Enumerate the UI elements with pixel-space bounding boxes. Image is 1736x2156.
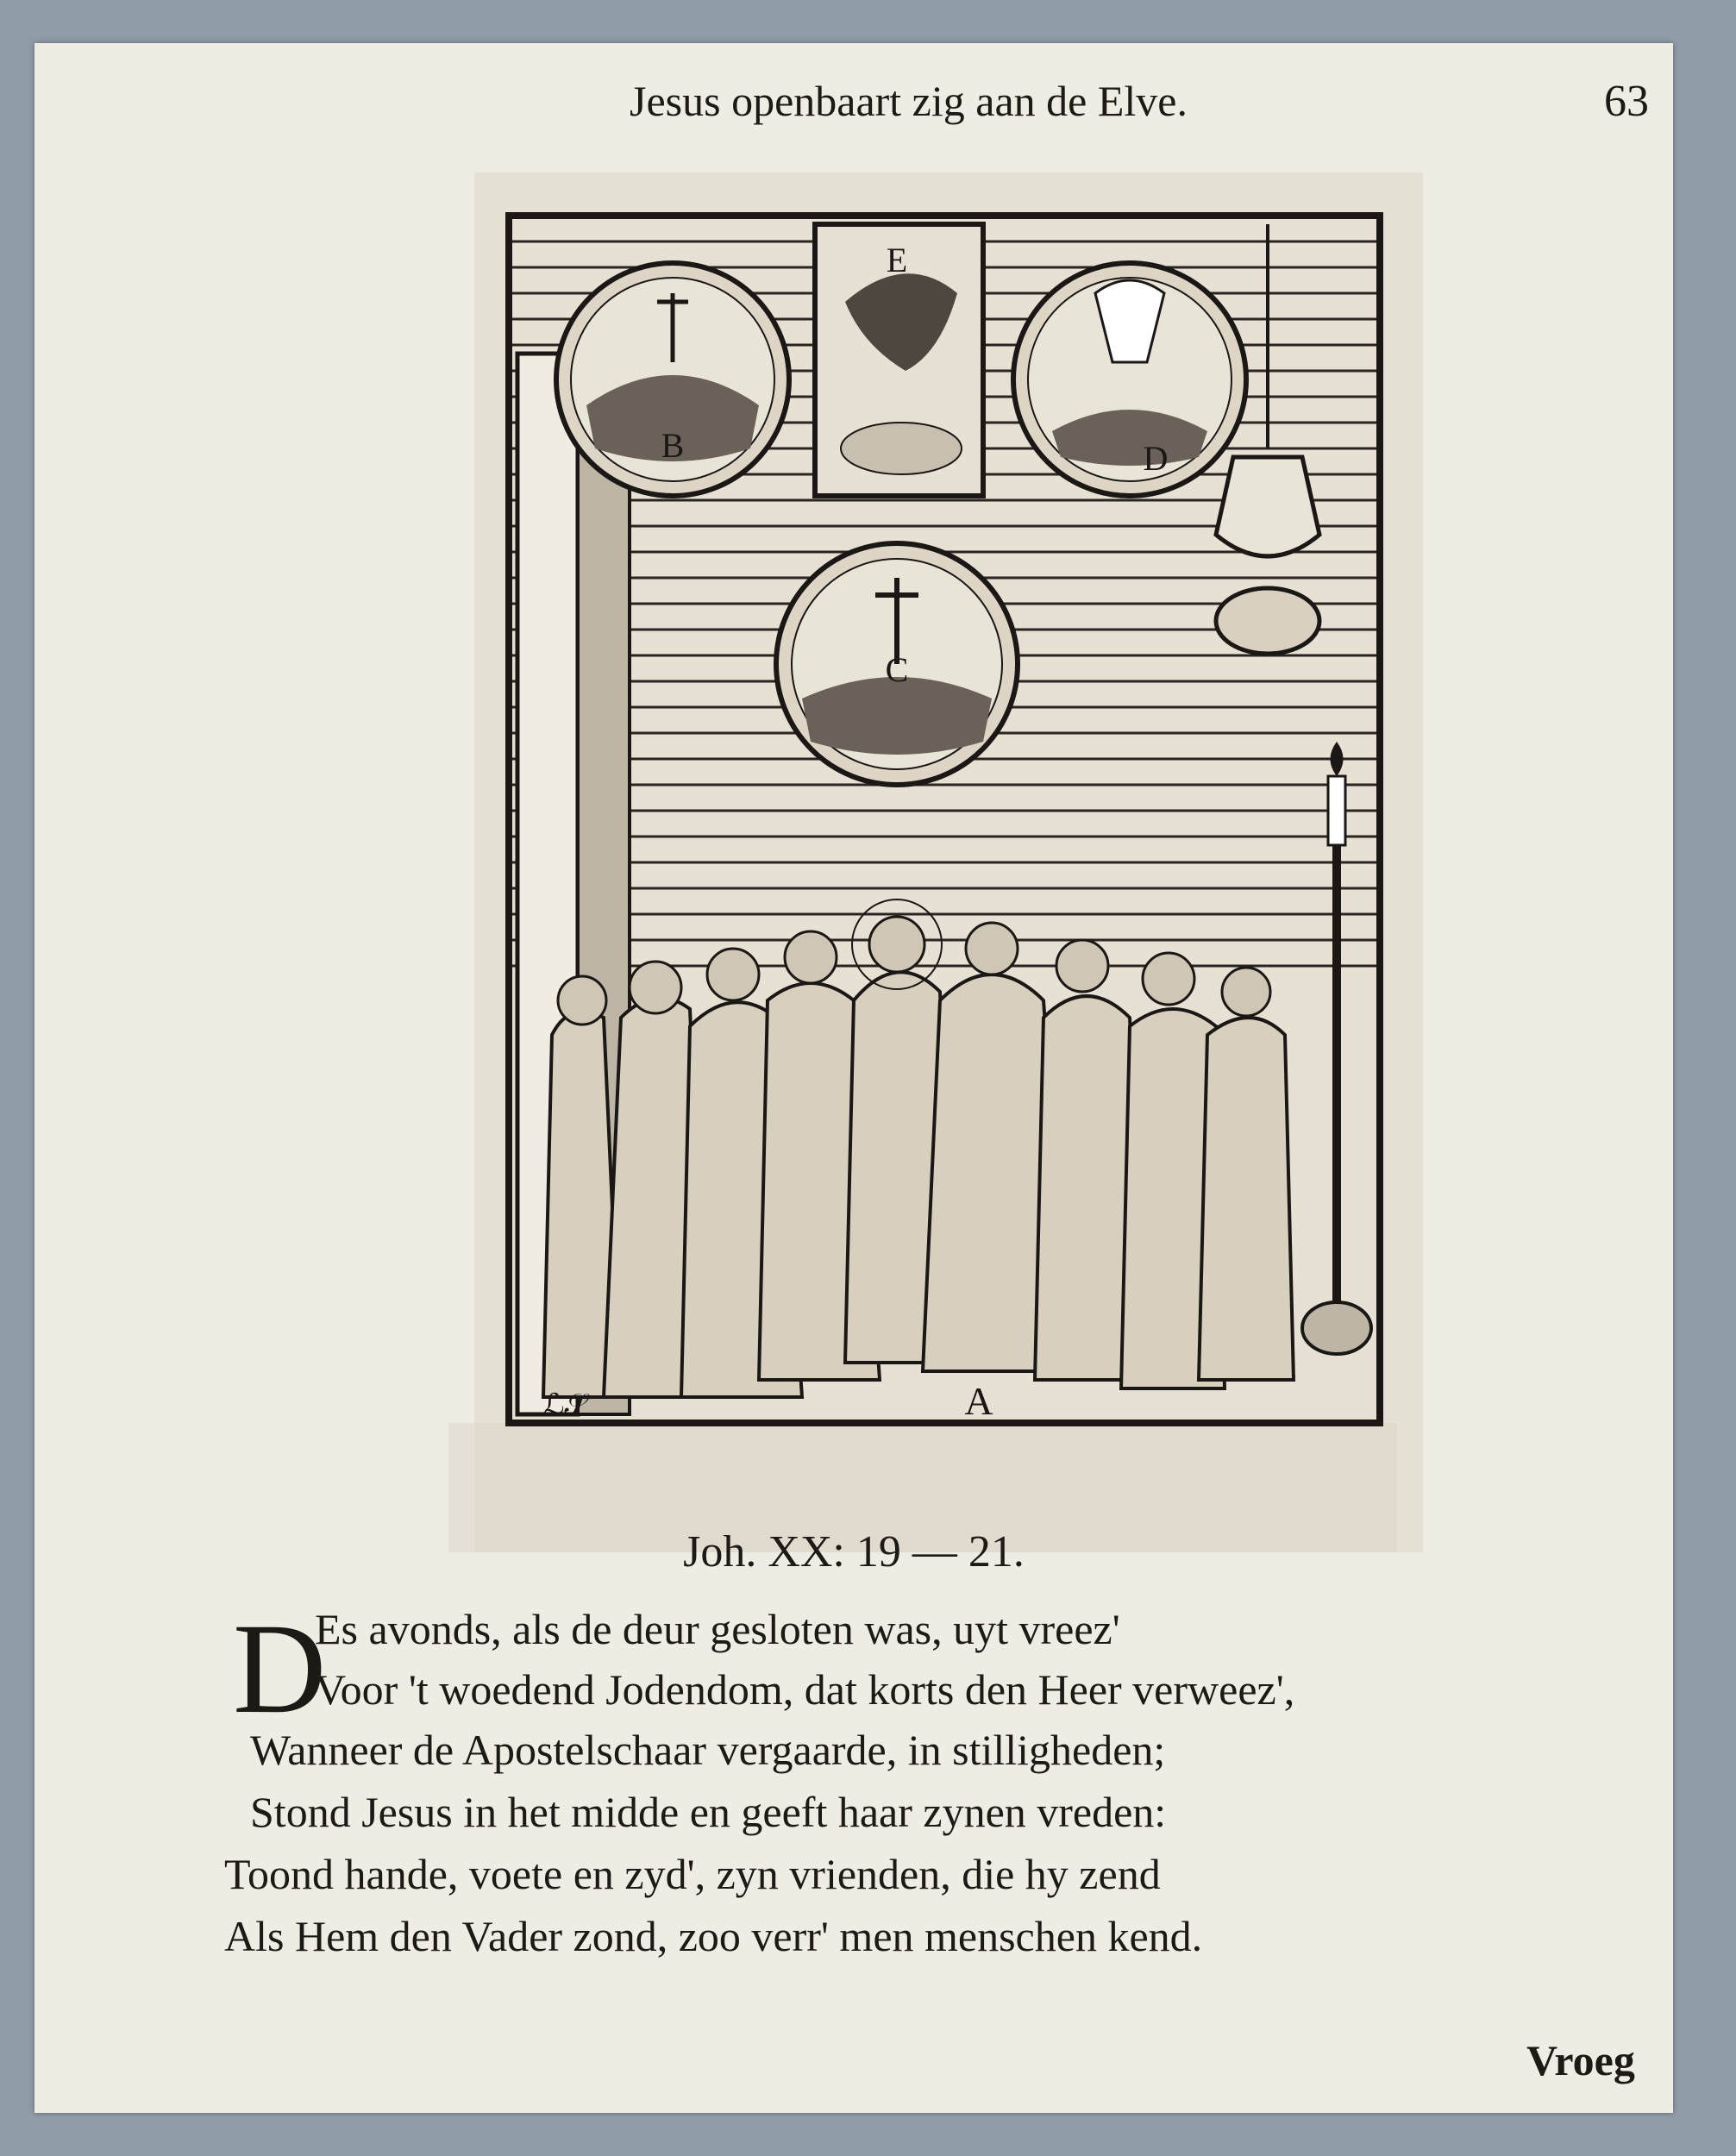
drop-cap: D — [233, 1597, 327, 1740]
poem-line: Als Hem den Vader zond, zoo verr' men menschen kend. — [224, 1912, 1203, 1960]
label-b: B — [661, 426, 685, 465]
artist-monogram: ℒ𝒮 — [543, 1389, 587, 1421]
label-c: C — [885, 650, 909, 689]
book-page — [34, 43, 1673, 2113]
page-number: 63 — [1604, 77, 1649, 126]
poem-line: Wanneer de Apostelschaar vergaarde, in stilligheden; — [250, 1726, 1166, 1774]
scripture-reference: Joh. XX: 19 — 21. — [683, 1527, 1025, 1576]
poem-line: Es avonds, als de deur gesloten was, uyt vreez' — [315, 1605, 1120, 1653]
poem-line: Toond hande, voete en zyd', zyn vrienden, die hy zend — [224, 1850, 1161, 1898]
woodcut-illustration — [474, 172, 1423, 1552]
poem-line: Stond Jesus in het midde en geeft haar zynen vreden: — [250, 1788, 1167, 1836]
catchword: Vroeg — [1526, 2036, 1635, 2084]
label-e: E — [886, 241, 908, 279]
running-title: Jesus openbaart zig aan de Elve. — [630, 77, 1188, 125]
label-a: A — [964, 1379, 993, 1423]
label-d: D — [1143, 439, 1169, 478]
poem-line: Voor 't woedend Jodendom, dat korts den Heer verweez', — [315, 1665, 1295, 1714]
